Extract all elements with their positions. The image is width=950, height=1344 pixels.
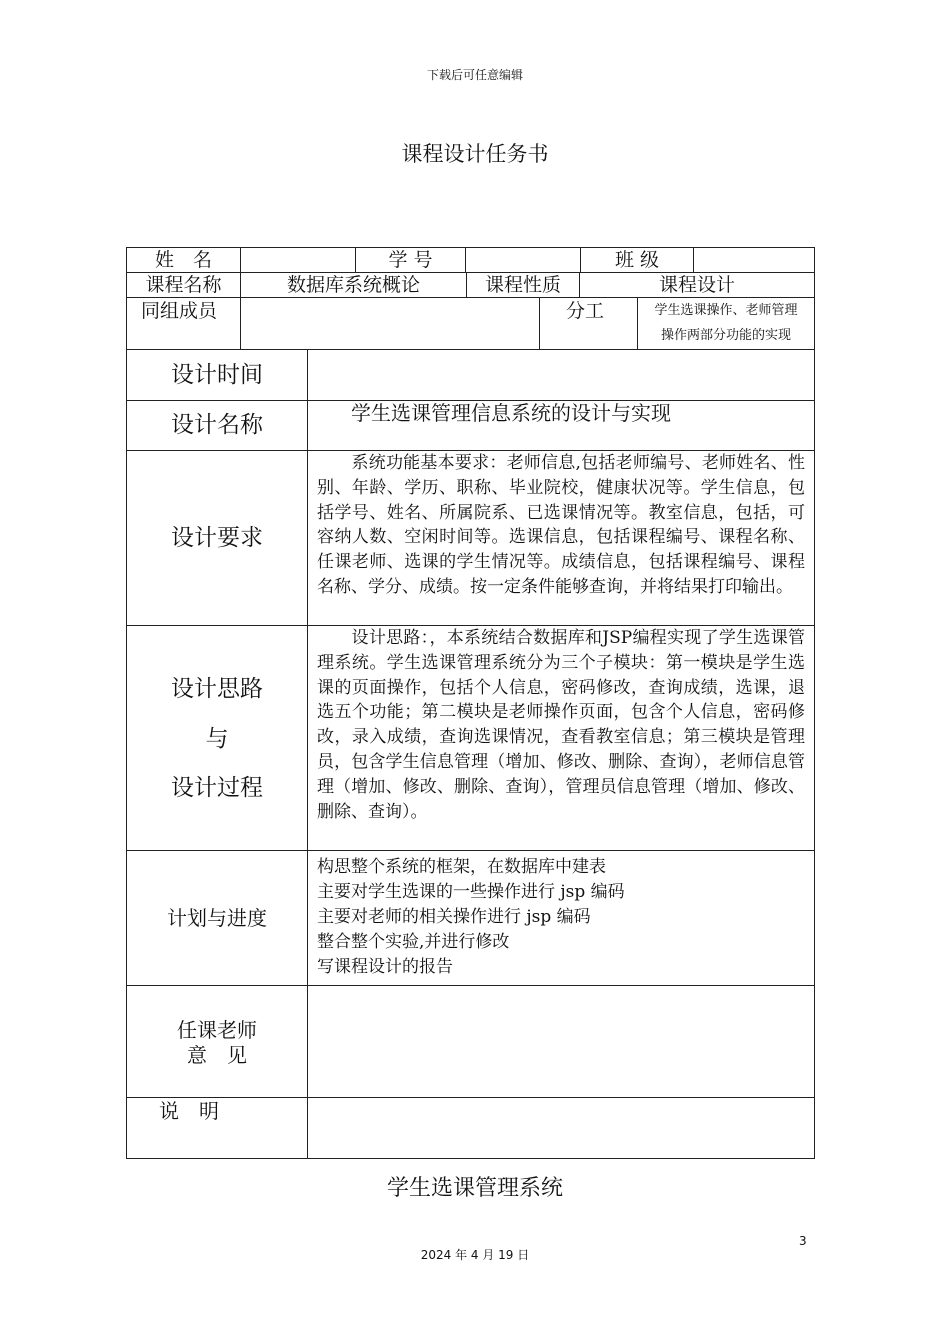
division-value — [638, 298, 814, 348]
document-title: 课程设计任务书 — [401, 142, 549, 166]
plan-list — [317, 855, 807, 980]
requirements-text: 系统功能基本要求：老师信息,包括老师编号、老师姓名、性别、年龄、学历、职称、毕业院校，健康状况等。学生信息，包括学号、姓名、所属院系、已选课情况等。教室信息，包括，可容纳人数、空闲时间等。选课信息，包括课程编号、课程名称、任课老师、选课的学生情况等。成绩信息，包括课程编号、课程名称、学分、成绩。按一定条件能够查询，并将结果打印输出。 — [317, 453, 805, 597]
approach-text: 设计思路：，本系统结合数据库和JSP编程实现了学生选课管理系统。学生选课管理系统分为三个子模块：第一模块是学生选课的页面操作，包括个人信息，密码修改，查询成绩，选课，退选五个功能；第二模块是老师操作页面，包含个人信息，密码修改，录入成绩，查询选课情况，查看教室信息；第三模块是管理员，包含学生信息管理（增加、修改、删除、查询），老师信息管理（增加、修改、删除、查询），管理员信息管理（增加、修改、删除、查询）。 — [317, 628, 805, 822]
list-item: 主要对老师的相关操作进行 jsp 编码 — [317, 907, 591, 927]
name-label: 姓 名 — [154, 249, 212, 271]
student-id-label: 学 号 — [388, 249, 433, 271]
page-number: 3 — [799, 1234, 807, 1248]
design-name-value: 学生选课管理信息系统的设计与实现 — [351, 401, 671, 425]
teacher-opinion-label-2: 意 见 — [187, 1043, 247, 1067]
course-name-label: 课程名称 — [145, 274, 222, 296]
list-item: 写课程设计的报告 — [317, 957, 453, 977]
footer-date: 2024 年 4 月 19 日 — [420, 1248, 530, 1262]
list-item: 构思整个系统的框架，在数据库中建表 — [317, 857, 606, 877]
teacher-opinion-label-1: 任课老师 — [177, 1018, 257, 1042]
design-time-label: 设计时间 — [171, 362, 263, 388]
course-name-value: 数据库系统概论 — [286, 274, 420, 296]
remarks-label: 说 明 — [159, 1099, 219, 1123]
plan-label: 计划与进度 — [167, 906, 267, 930]
division-label: 分工 — [566, 300, 605, 322]
approach-label-1: 设计思路 — [171, 676, 263, 702]
division-value-line1: 学生选课操作、老师管理 — [654, 303, 798, 318]
list-item: 整合整个实验,并进行修改 — [317, 932, 510, 952]
approach-label-3: 设计过程 — [171, 775, 263, 801]
division-value-line2: 操作两部分功能的实现 — [660, 328, 791, 343]
members-label: 同组成员 — [141, 300, 218, 322]
requirements-label: 设计要求 — [171, 525, 263, 551]
course-type-label: 课程性质 — [484, 274, 561, 296]
course-type-value: 课程设计 — [658, 274, 735, 296]
class-label: 班 级 — [614, 249, 660, 271]
approach-label-2: 与 — [205, 726, 229, 752]
footer-title: 学生选课管理系统 — [386, 1176, 563, 1201]
header-note: 下载后可任意编辑 — [426, 68, 523, 82]
list-item: 主要对学生选课的一些操作进行 jsp 编码 — [317, 882, 625, 902]
design-name-label: 设计名称 — [171, 412, 263, 438]
